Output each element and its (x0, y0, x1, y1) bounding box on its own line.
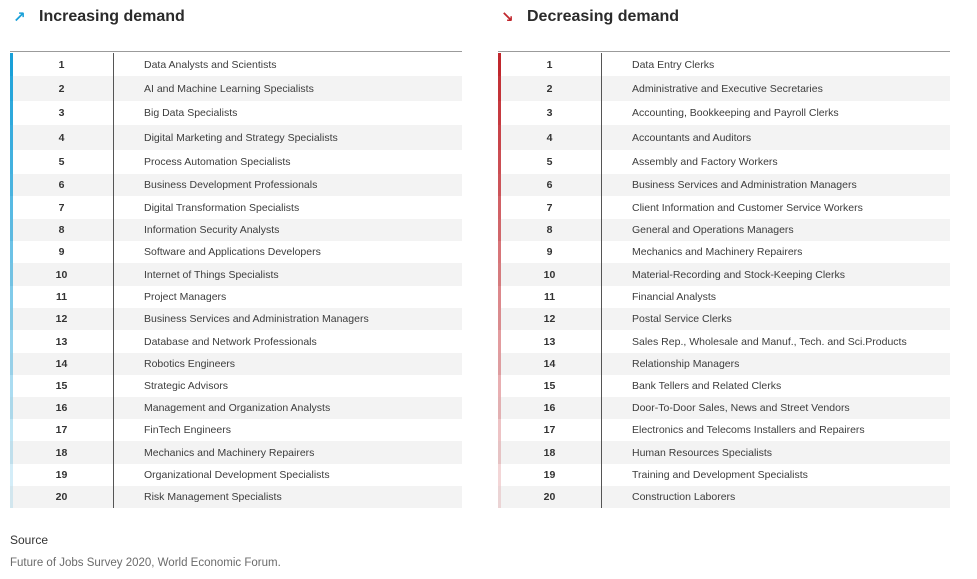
job-title: Process Automation Specialists (144, 156, 291, 168)
column-separator (113, 196, 114, 219)
job-title: Business Services and Administration Managers (144, 313, 369, 325)
table-row (498, 375, 950, 397)
decreasing-demand-title: Decreasing demand (527, 8, 680, 25)
rank-number: 20 (55, 491, 68, 503)
rank-number: 7 (58, 201, 65, 214)
column-separator (601, 419, 602, 441)
column-separator (113, 76, 114, 101)
rank-accent-bar (10, 397, 13, 419)
rank-accent-bar (498, 441, 501, 464)
column-separator (113, 125, 114, 150)
increasing-demand-heading (10, 0, 462, 34)
job-title: Client Information and Customer Service Workers (632, 201, 863, 214)
rank-accent-bar (10, 219, 13, 241)
rank-number: 2 (546, 82, 553, 95)
table-row (10, 196, 462, 219)
rank-number: 6 (58, 179, 65, 191)
rank-accent-bar (498, 174, 501, 196)
arrow-up-right-icon: ↗ (13, 9, 26, 26)
column-separator (601, 397, 602, 419)
rank-accent-bar (10, 174, 13, 196)
rank-number: 15 (543, 380, 556, 392)
column-separator (601, 308, 602, 330)
rank-number: 5 (58, 156, 65, 168)
column-separator (601, 174, 602, 196)
column-separator (113, 150, 114, 174)
table-row (498, 464, 950, 486)
decreasing-demand-panel (498, 0, 950, 503)
table-row (498, 241, 950, 263)
decreasing-demand-table (498, 53, 950, 508)
rank-number: 17 (55, 424, 68, 436)
table-row (498, 196, 950, 219)
rank-accent-bar (498, 286, 501, 308)
rank-accent-bar (10, 150, 13, 174)
column-separator (113, 330, 114, 353)
column-separator (601, 263, 602, 286)
column-separator (601, 486, 602, 508)
job-title: Accountants and Auditors (632, 131, 752, 144)
rank-number: 8 (58, 224, 65, 236)
rank-accent-bar (498, 150, 501, 174)
job-title: Business Services and Administration Managers (632, 179, 857, 191)
job-title: Bank Tellers and Related Clerks (632, 380, 782, 392)
job-title: Data Analysts and Scientists (144, 58, 277, 71)
column-separator (601, 150, 602, 174)
column-separator (113, 101, 114, 125)
job-title: General and Operations Managers (632, 224, 794, 236)
job-title: Risk Management Specialists (144, 491, 282, 503)
rank-number: 5 (546, 156, 553, 168)
rank-accent-bar (498, 196, 501, 219)
rank-accent-bar (10, 125, 13, 150)
rank-number: 16 (55, 402, 68, 414)
source-text: Future of Jobs Survey 2020, World Economic Forum. (10, 557, 281, 569)
rank-number: 8 (546, 224, 553, 236)
job-title: Business Development Professionals (144, 179, 318, 191)
rank-accent-bar (10, 464, 13, 486)
table-row (498, 76, 950, 101)
job-title: Project Managers (144, 291, 227, 303)
increasing-demand-panel (10, 0, 462, 503)
column-separator (113, 219, 114, 241)
table-row (498, 441, 950, 464)
table-row (10, 53, 462, 76)
job-title: Robotics Engineers (144, 358, 236, 370)
rank-number: 10 (55, 268, 68, 281)
job-title: Mechanics and Machinery Repairers (144, 446, 315, 459)
rank-accent-bar (498, 486, 501, 508)
job-title: Sales Rep., Wholesale and Manuf., Tech. and Sci.Products (632, 335, 907, 348)
rank-accent-bar (10, 308, 13, 330)
rank-number: 11 (55, 291, 68, 303)
column-separator (601, 125, 602, 150)
table-row (10, 241, 462, 263)
table-row (498, 53, 950, 76)
column-separator (601, 441, 602, 464)
table-row (10, 375, 462, 397)
column-separator (113, 53, 114, 76)
column-separator (113, 308, 114, 330)
rank-number: 3 (58, 107, 65, 119)
rank-accent-bar (498, 375, 501, 397)
increasing-demand-table (10, 53, 462, 508)
table-row (10, 286, 462, 308)
rank-number: 9 (546, 246, 553, 258)
column-separator (113, 486, 114, 508)
table-row (10, 353, 462, 375)
rank-accent-bar (10, 263, 13, 286)
job-title: Construction Laborers (632, 491, 736, 503)
table-row (10, 150, 462, 174)
column-separator (113, 419, 114, 441)
rank-accent-bar (10, 353, 13, 375)
job-title: Digital Transformation Specialists (144, 201, 300, 214)
rank-accent-bar (10, 330, 13, 353)
rank-accent-bar (498, 397, 501, 419)
job-title: Information Security Analysts (144, 224, 280, 236)
table-row (10, 330, 462, 353)
rank-accent-bar (10, 286, 13, 308)
rank-number: 17 (543, 424, 556, 436)
rank-accent-bar (498, 101, 501, 125)
rank-accent-bar (498, 125, 501, 150)
job-title: Human Resources Specialists (632, 446, 773, 459)
table-row (10, 263, 462, 286)
rank-accent-bar (498, 330, 501, 353)
column-separator (601, 330, 602, 353)
rank-number: 16 (543, 402, 556, 414)
table-row (498, 101, 950, 125)
job-title: Data Entry Clerks (632, 58, 715, 71)
rank-number: 19 (55, 469, 68, 481)
table-row (498, 330, 950, 353)
column-separator (113, 241, 114, 263)
rank-number: 11 (543, 291, 556, 303)
table-row (10, 441, 462, 464)
rank-accent-bar (10, 101, 13, 125)
job-title: Assembly and Factory Workers (632, 156, 778, 168)
rank-number: 15 (55, 380, 68, 392)
rank-number: 18 (543, 446, 556, 459)
arrow-down-right-icon: ↘ (501, 9, 514, 26)
job-title: Management and Organization Analysts (144, 402, 331, 414)
source-label: Source (10, 533, 49, 547)
column-separator (113, 441, 114, 464)
job-title: Administrative and Executive Secretaries (632, 82, 823, 95)
rank-number: 14 (543, 358, 556, 370)
rank-number: 14 (55, 358, 68, 370)
table-row (10, 397, 462, 419)
job-title: Mechanics and Machinery Repairers (632, 246, 803, 258)
rank-accent-bar (10, 196, 13, 219)
table-row (498, 308, 950, 330)
job-title: FinTech Engineers (144, 424, 231, 436)
rank-accent-bar (10, 76, 13, 101)
table-row (10, 308, 462, 330)
table-row (498, 486, 950, 508)
table-row (498, 263, 950, 286)
rank-accent-bar (10, 53, 13, 76)
job-title: Training and Development Specialists (632, 469, 808, 481)
table-row (10, 219, 462, 241)
table-row (10, 101, 462, 125)
column-separator (601, 101, 602, 125)
rank-number: 1 (546, 58, 553, 71)
decreasing-demand-heading (498, 0, 950, 34)
column-separator (601, 241, 602, 263)
rank-number: 20 (543, 491, 556, 503)
job-title: Digital Marketing and Strategy Specialists (144, 131, 338, 144)
job-title: AI and Machine Learning Specialists (144, 82, 314, 95)
increasing-table-rule (10, 51, 462, 52)
column-separator (601, 375, 602, 397)
job-title: Material-Recording and Stock-Keeping Clerks (632, 268, 846, 281)
rank-number: 19 (543, 469, 556, 481)
column-separator (601, 196, 602, 219)
rank-accent-bar (498, 353, 501, 375)
column-separator (113, 286, 114, 308)
table-row (498, 174, 950, 196)
job-title: Postal Service Clerks (632, 313, 732, 325)
job-title: Big Data Specialists (144, 107, 238, 119)
table-row (498, 419, 950, 441)
job-title: Organizational Development Specialists (144, 469, 330, 481)
table-row (498, 125, 950, 150)
job-title: Internet of Things Specialists (144, 268, 279, 281)
rank-accent-bar (498, 241, 501, 263)
rank-accent-bar (10, 241, 13, 263)
rank-number: 18 (55, 446, 68, 459)
table-row (10, 464, 462, 486)
rank-number: 4 (58, 131, 65, 144)
rank-accent-bar (498, 419, 501, 441)
rank-number: 1 (58, 58, 65, 71)
rank-accent-bar (10, 486, 13, 508)
rank-number: 7 (546, 201, 553, 214)
rank-accent-bar (498, 308, 501, 330)
column-separator (601, 464, 602, 486)
rank-number: 10 (543, 268, 556, 281)
table-row (498, 150, 950, 174)
rank-accent-bar (10, 419, 13, 441)
job-title: Financial Analysts (632, 291, 717, 303)
rank-accent-bar (10, 375, 13, 397)
table-row (498, 397, 950, 419)
job-title: Strategic Advisors (144, 380, 229, 392)
rank-number: 13 (55, 335, 68, 348)
rank-number: 6 (546, 179, 553, 191)
column-separator (113, 397, 114, 419)
rank-accent-bar (498, 219, 501, 241)
job-title: Software and Applications Developers (144, 246, 321, 258)
column-separator (113, 174, 114, 196)
job-title: Door-To-Door Sales, News and Street Vendors (632, 402, 850, 414)
job-title: Accounting, Bookkeeping and Payroll Clerks (632, 107, 839, 119)
column-separator (601, 219, 602, 241)
column-separator (113, 375, 114, 397)
job-title: Relationship Managers (632, 358, 740, 370)
rank-accent-bar (498, 464, 501, 486)
column-separator (601, 53, 602, 76)
rank-number: 4 (546, 131, 553, 144)
table-row (10, 125, 462, 150)
rank-accent-bar (498, 263, 501, 286)
increasing-demand-title: Increasing demand (39, 8, 185, 25)
rank-accent-bar (498, 53, 501, 76)
rank-number: 9 (58, 246, 65, 258)
table-row (10, 76, 462, 101)
rank-accent-bar (498, 76, 501, 101)
rank-number: 2 (58, 82, 65, 95)
column-separator (601, 286, 602, 308)
rank-number: 3 (546, 107, 553, 119)
table-row (498, 286, 950, 308)
table-row (10, 174, 462, 196)
rank-accent-bar (10, 441, 13, 464)
job-title: Electronics and Telecoms Installers and Repairers (632, 424, 865, 436)
column-separator (113, 464, 114, 486)
decreasing-table-rule (498, 51, 950, 52)
rank-number: 12 (543, 313, 556, 325)
column-separator (601, 353, 602, 375)
column-separator (113, 263, 114, 286)
rank-number: 13 (543, 335, 556, 348)
column-separator (601, 76, 602, 101)
table-row (10, 486, 462, 508)
rank-number: 12 (55, 313, 68, 325)
column-separator (113, 353, 114, 375)
table-row (10, 419, 462, 441)
table-row (498, 219, 950, 241)
table-row (498, 353, 950, 375)
job-title: Database and Network Professionals (144, 335, 317, 348)
